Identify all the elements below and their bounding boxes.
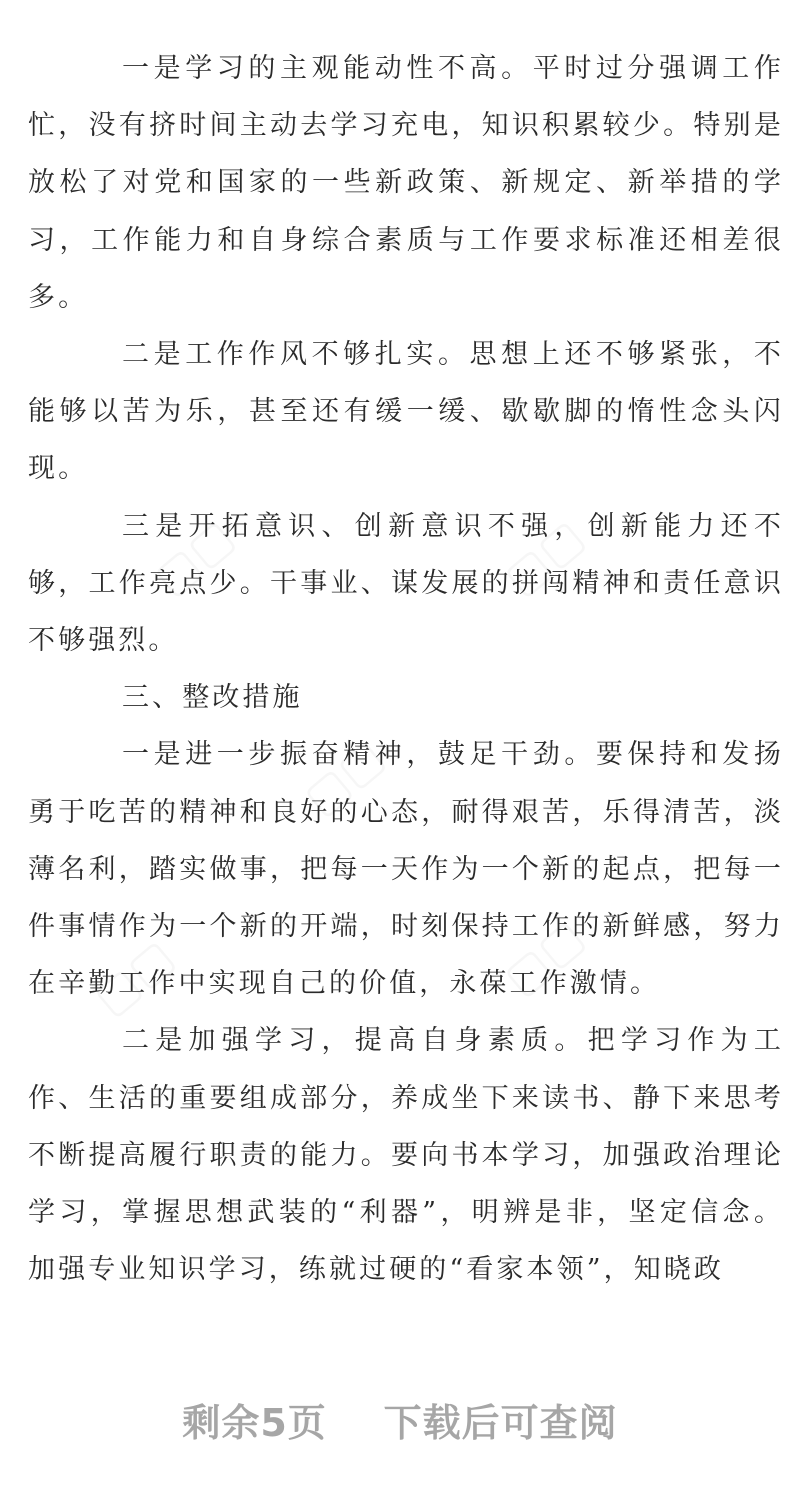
issue-paragraph-2: 二是工作作风不够扎实。思想上还不够紧张，不能够以苦为乐，甚至还有缓一缓、歇歇脚的惰性念头闪现。 [28, 339, 784, 485]
measure-paragraph-2: 二是加强学习，提高自身素质。把学习作为工作、生活的重要组成部分，养成坐下来读书、静下来思考不断提高履行职责的能力。要向书本学习，加强政治理论学习，掌握思想武装的“利器”，明辨是非，坚定信念。加强专业知识学习，练就过硬的“看家本领”，知晓政 [28, 1025, 784, 1286]
issue-paragraph-1: 一是学习的主观能动性不高。平时过分强调工作忙，没有挤时间主动去学习充电，知识积累较少。特别是放松了对党和国家的一些新政策、新规定、新举措的学习，工作能力和自身综合素质与工作要求标准还相差很多。 [28, 53, 784, 313]
issue-paragraph-3: 三是开拓意识、创新意识不强，创新能力还不够，工作亮点少。干事业、谋发展的拼闯精神和责任意识不够强烈。 [28, 510, 784, 657]
section-heading: 三、整改措施 [122, 682, 303, 714]
measure-paragraph-1: 一是进一步振奋精神，鼓足干劲。要保持和发扬勇于吃苦的精神和良好的心态，耐得艰苦，乐得清苦，淡薄名利，踏实做事，把每一天作为一个新的起点，把每一件事情作为一个新的开端，时刻保持工作的新鲜感，努力在辛勤工作中实现自己的价值，永葆工作激情。 [28, 739, 784, 1000]
document-body [28, 40, 784, 1298]
remaining-pages-notice[interactable]: 剩余5页 下载后可查阅 [182, 1401, 618, 1445]
